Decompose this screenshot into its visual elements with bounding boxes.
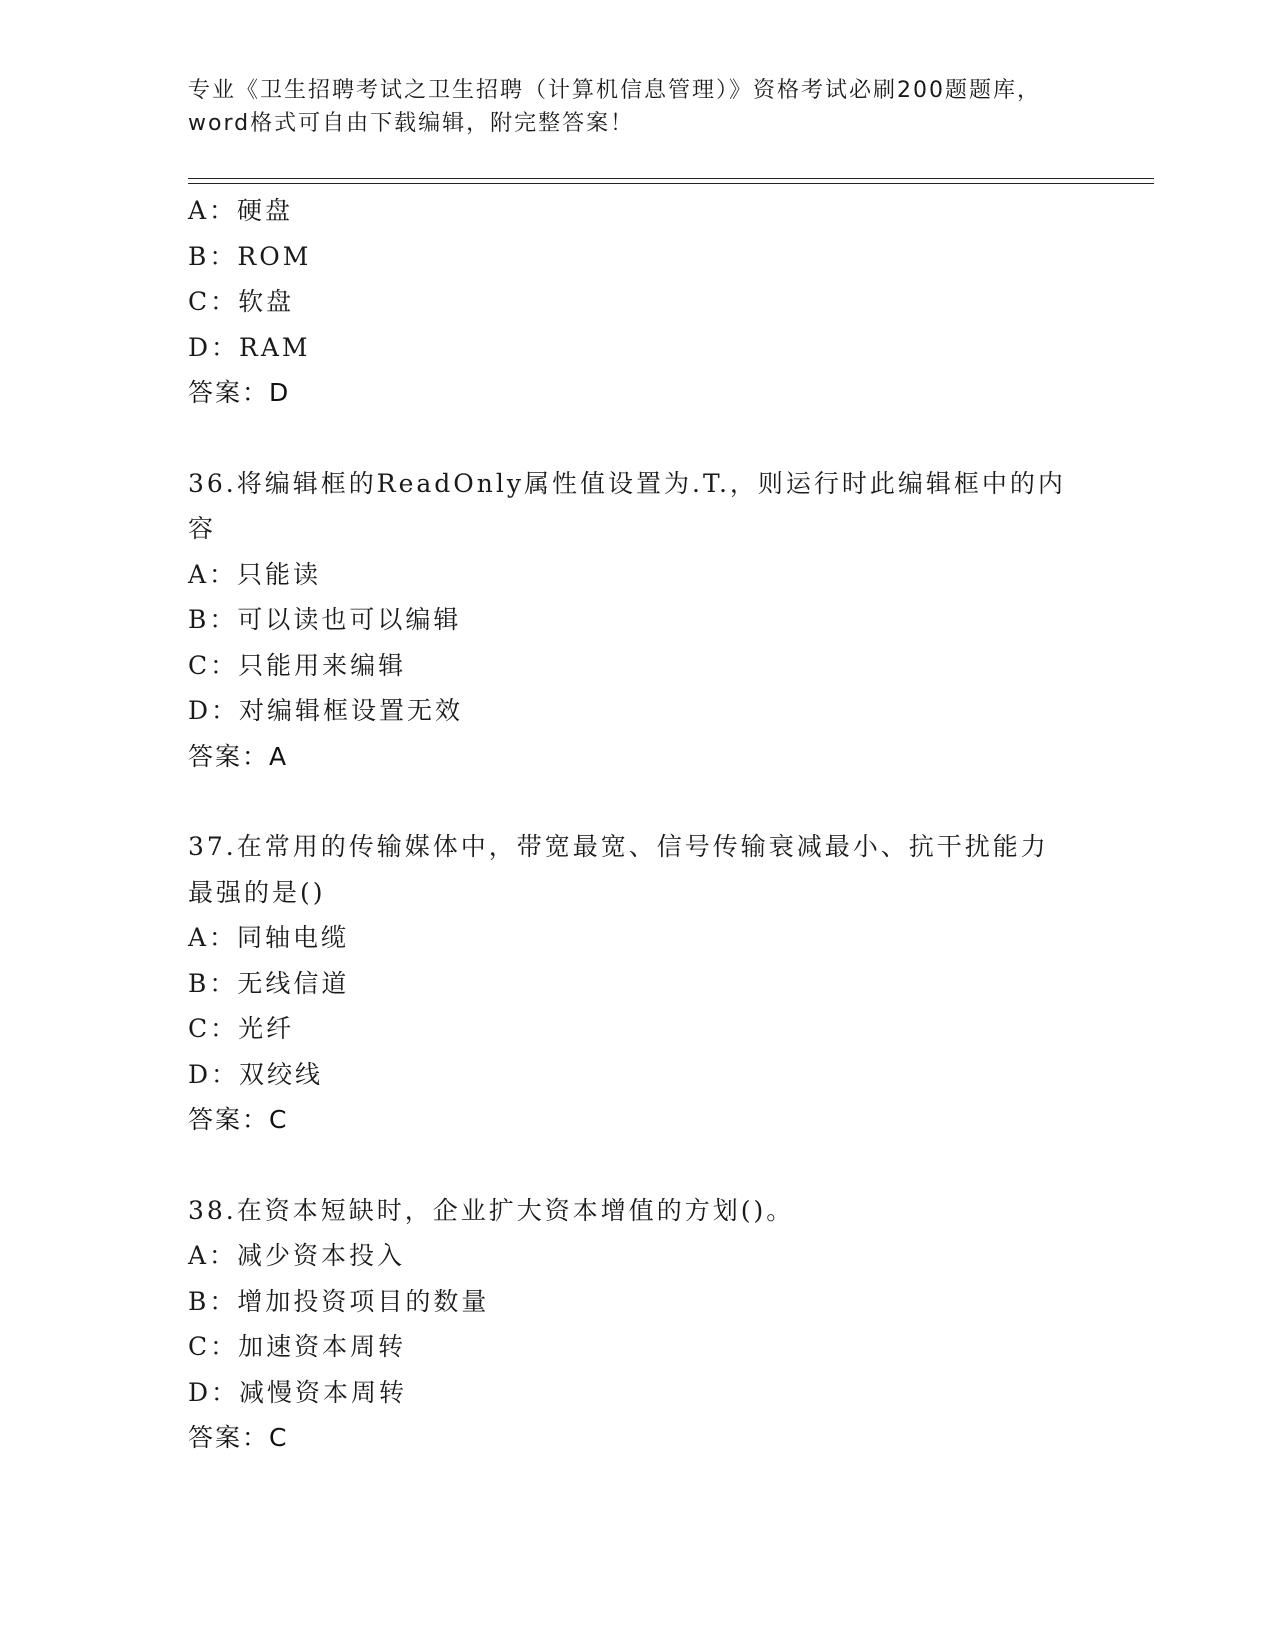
option-b: B：无线信道 xyxy=(188,968,350,998)
option-a: A：只能读 xyxy=(188,559,322,589)
option-c: C：加速资本周转 xyxy=(188,1332,407,1361)
option-c: C：只能用来编辑 xyxy=(188,650,407,680)
option-c: C：光纤 xyxy=(188,1014,295,1043)
question-text-line-2: 容 xyxy=(188,514,217,543)
option-c: C：软盘 xyxy=(188,287,295,316)
option-a: A：同轴电缆 xyxy=(188,923,350,952)
header-divider-top xyxy=(188,178,1154,179)
question-38 xyxy=(188,1188,1088,1461)
option-d: D：对编辑框设置无效 xyxy=(188,696,464,725)
option-b: B：ROM xyxy=(188,241,312,271)
option-a: A：硬盘 xyxy=(188,196,294,225)
question-fragment xyxy=(188,188,1088,416)
option-b: B：可以读也可以编辑 xyxy=(188,605,462,634)
option-b: B：增加投资项目的数量 xyxy=(188,1286,490,1316)
option-a: A：减少资本投入 xyxy=(188,1241,406,1270)
answer: 答案：C xyxy=(188,1105,289,1134)
question-36 xyxy=(188,461,1088,780)
option-d: D：RAM xyxy=(188,332,311,362)
question-text-line-1: 36.将编辑框的ReadOnly属性值设置为.T.，则运行时此编辑框中的内 xyxy=(188,468,1066,498)
answer: 答案：D xyxy=(188,378,291,407)
header-line-2: word格式可自由下载编辑，附完整答案！ xyxy=(188,111,635,136)
question-37 xyxy=(188,824,1088,1143)
document-header xyxy=(188,74,1078,140)
answer: 答案：C xyxy=(188,1423,289,1452)
option-d: D：双绞线 xyxy=(188,1059,324,1089)
question-list xyxy=(188,188,1088,1461)
header-line-1: 专业《卫生招聘考试之卫生招聘（计算机信息管理）》资格考试必刷200题题库， xyxy=(188,78,1041,103)
question-text-line-1: 37.在常用的传输媒体中，带宽最宽、信号传输衰减最小、抗干扰能力 xyxy=(188,832,1049,861)
header-divider-bottom xyxy=(188,183,1154,184)
question-text-line-2: 最强的是() xyxy=(188,877,326,907)
option-d: D：减慢资本周转 xyxy=(188,1377,408,1407)
answer: 答案：A xyxy=(188,741,289,771)
question-text-line-1: 38.在资本短缺时，企业扩大资本增值的方划()。 xyxy=(188,1195,795,1225)
